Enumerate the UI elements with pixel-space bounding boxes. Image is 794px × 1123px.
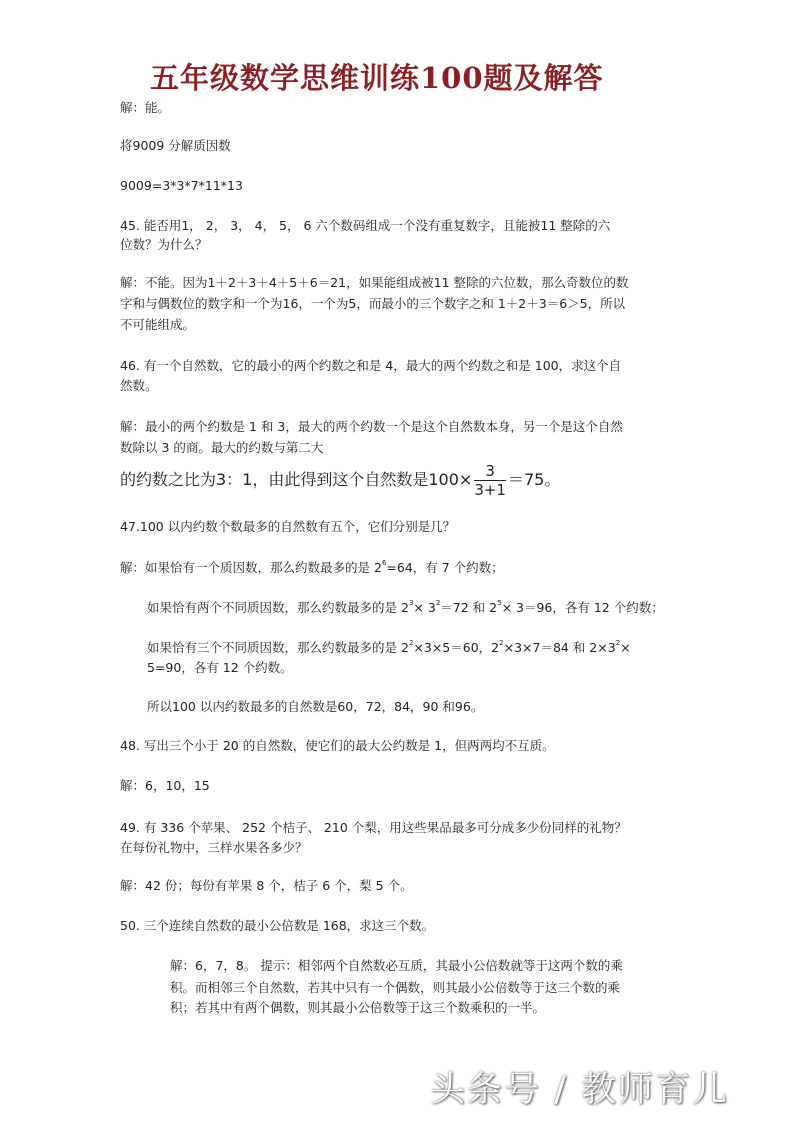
text-segment: 积。而相邻三个自然数，若其中只有一个偶数，则其最小公倍数等于这三个数的乘 — [170, 980, 621, 995]
text-line — [120, 317, 195, 333]
text-line — [120, 218, 610, 234]
text-segment: 然数。 — [120, 378, 158, 393]
text-segment: ＝72 和 2 — [440, 600, 498, 615]
text-segment: 解：如果恰有一个质因数，那么约数最多的是 2 — [120, 560, 382, 575]
text-segment: 如果恰有两个不同质因数，那么约数最多的是 2 — [147, 600, 409, 615]
text-segment: 解：42 份；每份有苹果 8 个，桔子 6 个，梨 5 个。 — [120, 878, 413, 893]
watermark: 头条号 / 教师育儿 — [430, 1070, 730, 1110]
text-line — [147, 699, 483, 715]
text-line — [170, 980, 620, 996]
text-segment: 47.100 以内约数个数最多的自然数有五个，它们分别是几？ — [120, 519, 456, 534]
exponent: 2 — [408, 639, 414, 647]
text-segment: 49. 有 336 个苹果、 252 个桔子、 210 个梨，用这些果品最多可分成多少份同样的礼物？ — [120, 820, 627, 835]
exponent: 2 — [499, 639, 504, 647]
text-line — [120, 840, 308, 856]
text-line — [120, 378, 158, 394]
text-line — [147, 640, 631, 656]
text-line — [120, 237, 208, 253]
text-segment: 解：最小的两个约数是 1 和 3，最大的两个约数一个是这个自然数本身，另一个是这个自然 — [120, 419, 623, 434]
text-segment: 5=90，各有 12 个约数。 — [147, 660, 293, 675]
text-segment: ＝75。 — [507, 470, 561, 489]
text-segment: =64，有 7 个约数； — [386, 560, 504, 575]
text-line — [147, 660, 293, 676]
text-segment: 48. 写出三个小于 20 的自然数，使它们的最大公约数是 1，但两两均不互质。 — [120, 738, 555, 753]
text-line — [120, 560, 504, 576]
fraction-numerator: 3 — [474, 462, 506, 481]
text-line — [120, 878, 413, 894]
text-segment: 积；若其中有两个偶数，则其最小公倍数等于这三个数乘积的一半。 — [170, 1000, 546, 1015]
text-segment: 46. 有一个自然数，它的最小的两个约数之和是 4，最大的两个约数之和是 100，求这个自 — [120, 358, 622, 373]
text-segment: 如果恰有三个不同质因数，那么约数最多的是 2 — [147, 640, 409, 655]
text-line — [120, 778, 210, 794]
text-segment: × 3＝96，各有 12 个约数； — [501, 600, 664, 615]
text-line — [120, 519, 455, 535]
exponent: 6 — [381, 559, 387, 567]
text-segment: 45. 能否用1， 2， 3， 4， 5， 6 六个数码组成一个没有重复数字，且能被11 整除的六 — [120, 218, 611, 233]
exponent: 5 — [497, 599, 502, 607]
exponent: 3 — [408, 599, 414, 607]
text-segment: 50. 三个连续自然数的最小公倍数是 168，求这三个数。 — [120, 918, 435, 933]
text-segment: 解：6，10，15 — [120, 778, 210, 793]
text-line — [120, 440, 323, 456]
text-segment: 解：能。 — [120, 100, 171, 115]
text-segment: 在每份礼物中，三样水果各多少？ — [120, 840, 308, 855]
text-line — [147, 600, 664, 616]
text-segment: × — [620, 640, 631, 655]
text-segment: 所以100 以内约数最多的自然数是60，72，84，90 和96。 — [147, 699, 484, 714]
exponent: 2 — [615, 639, 621, 647]
fraction — [474, 462, 506, 499]
text-line — [120, 820, 627, 836]
text-segment: 位数？为什么？ — [120, 237, 208, 252]
text-segment: 9009=3*3*7*11*13 — [120, 178, 243, 193]
text-line — [120, 918, 434, 934]
text-line — [120, 358, 621, 374]
text-line — [120, 100, 170, 116]
text-line — [170, 958, 623, 974]
text-line — [120, 296, 625, 312]
text-line — [120, 138, 231, 154]
text-line — [120, 738, 555, 754]
text-segment: ×3×5＝60，2 — [413, 640, 500, 655]
text-segment: 将9009 分解质因数 — [120, 138, 231, 153]
text-segment: × 3 — [413, 600, 436, 615]
text-line — [170, 1000, 545, 1016]
document-title: 五年级数学思维训练100题及解答 — [150, 61, 604, 95]
text-segment: 不可能组成。 — [120, 317, 196, 332]
exponent: 2 — [435, 599, 441, 607]
text-line — [120, 419, 623, 435]
text-segment: 解：6，7，8。 提示：相邻两个自然数必互质，其最小公倍数就等于这两个数的乘 — [170, 958, 623, 973]
text-segment: ×3×7＝84 和 2×3 — [503, 640, 616, 655]
text-line — [120, 275, 629, 291]
text-line — [120, 178, 243, 194]
text-segment: 数除以 3 的商。最大的约数与第二大 — [120, 440, 324, 455]
text-segment: 解：不能。因为1＋2＋3＋4＋5＋6＝21，如果能组成被11 整除的六位数，那么奇数位的数 — [120, 275, 629, 290]
text-segment: 字和与偶数位的数字和一个为16，一个为5，而最小的三个数字之和 1＋2＋3＝6＞5，所以 — [120, 296, 626, 311]
fraction-denominator: 3+1 — [474, 481, 506, 499]
text-line — [120, 462, 560, 499]
text-segment: 的约数之比为3：1，由此得到这个自然数是100× — [120, 470, 473, 489]
